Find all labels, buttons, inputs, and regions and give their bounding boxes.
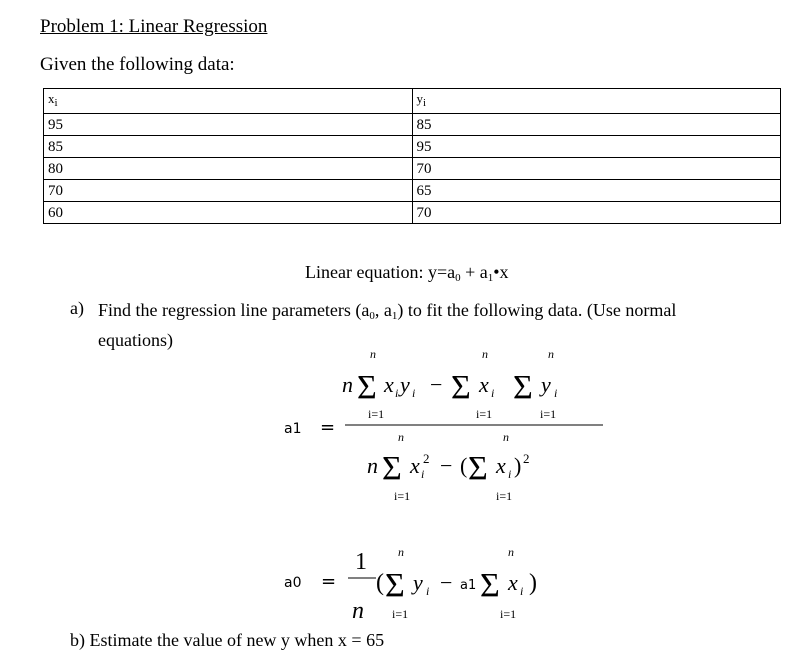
table-row bbox=[44, 114, 781, 136]
formula-a0 bbox=[0, 540, 794, 630]
sigma-6: Σ bbox=[385, 567, 405, 604]
linear-equation-text: Linear equation: $y=a_0$ + $a_1•x$ bbox=[305, 262, 509, 284]
sub-i: i bbox=[491, 386, 495, 400]
cell-x: 60 bbox=[44, 202, 413, 224]
cell-x: 95 bbox=[44, 114, 413, 136]
a0-label: a0 bbox=[284, 575, 302, 591]
given-text: Given the following data: bbox=[40, 54, 235, 75]
sub-i: i bbox=[520, 584, 524, 598]
sum-upper-3: n bbox=[548, 347, 554, 361]
cell-x: 80 bbox=[44, 158, 413, 180]
x-i-4: x bbox=[508, 570, 518, 595]
sum-upper-1: n bbox=[370, 347, 376, 361]
open-paren: ( bbox=[460, 453, 468, 478]
a0-equals: = bbox=[321, 571, 337, 592]
minus-3: − bbox=[440, 570, 453, 595]
minus-1: − bbox=[430, 372, 443, 397]
x-i-1: x bbox=[384, 372, 394, 397]
coef-n-num: n bbox=[342, 372, 353, 397]
coef-n-den: n bbox=[367, 453, 378, 478]
header-yi: $y_i$ bbox=[412, 89, 781, 114]
a1-inner: a1 bbox=[460, 578, 477, 593]
open-paren: ( bbox=[376, 570, 384, 596]
cell-x: 85 bbox=[44, 136, 413, 158]
table-header-row bbox=[44, 89, 781, 114]
y-i-2: y bbox=[541, 372, 551, 397]
y-i-1: y bbox=[400, 372, 410, 397]
header-xi: $x_i$ bbox=[44, 89, 413, 114]
problem-title: Problem 1: Linear Regression bbox=[40, 16, 268, 37]
sub-i: i bbox=[508, 467, 512, 481]
cell-y: 70 bbox=[412, 158, 781, 180]
sub-i: i bbox=[395, 386, 399, 400]
sub-i: i bbox=[421, 467, 425, 481]
table-row bbox=[44, 136, 781, 158]
sub-i: i bbox=[554, 386, 558, 400]
sigma-1: Σ bbox=[357, 369, 377, 406]
sup-2: 2 bbox=[523, 451, 530, 466]
a1-label: a1 bbox=[284, 421, 302, 437]
part-a-letter: a) bbox=[70, 298, 84, 318]
sum-upper-6: n bbox=[398, 545, 404, 559]
a1-equals: = bbox=[320, 417, 336, 438]
cell-y: 65 bbox=[412, 180, 781, 202]
formula-a1 bbox=[0, 340, 794, 520]
sum-lower-4: i=1 bbox=[394, 489, 411, 503]
table-row bbox=[44, 202, 781, 224]
sum-upper-4: n bbox=[398, 430, 404, 444]
sigma-2: Σ bbox=[451, 369, 471, 406]
table-row bbox=[44, 180, 781, 202]
sum-lower-7: i=1 bbox=[500, 607, 517, 621]
cell-x: 70 bbox=[44, 180, 413, 202]
cell-y: 95 bbox=[412, 136, 781, 158]
table-row bbox=[44, 158, 781, 180]
frac-num: 1 bbox=[355, 549, 367, 575]
sum-lower-2: i=1 bbox=[476, 407, 493, 421]
part-b-text: b) Estimate the value of new y when x = 65 bbox=[70, 630, 385, 650]
linear-equation bbox=[305, 262, 509, 284]
part-a-text: Find the regression line parameters ($a_0$, $a_1$) to fit the following data. (Use normal equations) bbox=[98, 300, 677, 350]
sigma-7: Σ bbox=[480, 567, 500, 604]
sigma-4: Σ bbox=[382, 450, 402, 487]
sub-i: i bbox=[412, 386, 416, 400]
x-i-3: x bbox=[496, 453, 506, 478]
x-sq: x bbox=[410, 453, 420, 478]
sum-lower-3: i=1 bbox=[540, 407, 557, 421]
sub-i: i bbox=[426, 584, 430, 598]
close-paren: ) bbox=[529, 570, 537, 596]
cell-y: 85 bbox=[412, 114, 781, 136]
sup-2: 2 bbox=[423, 451, 430, 466]
cell-y: 70 bbox=[412, 202, 781, 224]
sum-upper-5: n bbox=[503, 430, 509, 444]
data-table bbox=[43, 88, 781, 224]
minus-2: − bbox=[440, 453, 453, 478]
sum-upper-7: n bbox=[508, 545, 514, 559]
y-i-3: y bbox=[413, 570, 423, 595]
sum-lower-5: i=1 bbox=[496, 489, 513, 503]
x-i-2: x bbox=[479, 372, 489, 397]
frac-den: n bbox=[352, 598, 364, 624]
close-paren: ) bbox=[514, 453, 522, 478]
sigma-3: Σ bbox=[513, 369, 533, 406]
sum-lower-6: i=1 bbox=[392, 607, 409, 621]
sum-lower-1: i=1 bbox=[368, 407, 385, 421]
sigma-5: Σ bbox=[468, 450, 488, 487]
sum-upper-2: n bbox=[482, 347, 488, 361]
